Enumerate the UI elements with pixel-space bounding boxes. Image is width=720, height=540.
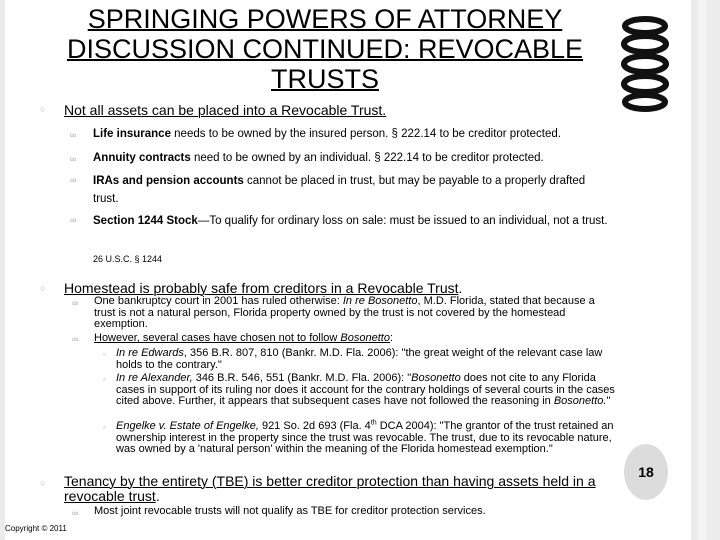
page-number: 18 [624, 444, 668, 500]
slide-edge [698, 0, 706, 540]
bullet-icon: ▫ [103, 375, 106, 384]
copyright: Copyright © 2011 [5, 524, 67, 533]
section-1-heading: Not all assets can be placed into a Revocable Trust. [64, 102, 387, 118]
bullet-icon: ▫ [103, 423, 106, 432]
bullet-icon: ∞ [72, 298, 79, 308]
bullet-icon: ○ [40, 478, 46, 488]
spring-image [620, 14, 670, 114]
list-item: Most joint revocable trusts will not qualify as TBE for creditor protection services. [94, 505, 486, 517]
bullet-icon: ∞ [70, 215, 77, 225]
bullet-icon: ∞ [72, 334, 79, 344]
list-item: One bankruptcy court in 2001 has ruled otherwise: In re Bosonetto, M.D. Florida, stated that because a trust is not a natural person, Florida property owned by the trust is not covered by the homestead exemption. [94, 295, 595, 330]
list-item: Life insurance needs to be owned by the insured person. § 222.14 to be creditor protected. [93, 128, 561, 140]
bullet-icon: ∞ [70, 175, 77, 185]
list-item: However, several cases have chosen not to follow Bosonetto: [94, 332, 394, 344]
citation-note: 26 U.S.C. § 1244 [93, 254, 163, 264]
case-item: In re Alexander, 346 B.R. 546, 551 (Bankr. M.D. Fla. 2006): "Bosonetto does not cite to any Florida cases in support of its ruling nor does it account for the contrary holdings of several courts in the cases cited above. Further, it appears that subsequent cases have not followed the reasoning in Bosonetto." [116, 372, 615, 407]
bullet-icon: ○ [40, 283, 46, 293]
case-item: Engelke v. Estate of Engelke, 921 So. 2d 693 (Fla. 4th DCA 2004): "The grantor of the trust retained an ownership interest in the property since the trust was revocable. The trust, due to its revocable nature, was owned by a 'natural person' within the meaning of the Florida homestead exemption." [116, 419, 614, 455]
case-item: In re Edwards, 356 B.R. 807, 810 (Bankr. M.D. Fla. 2006): "the great weight of the relevant case law holds to the contrary." [116, 347, 603, 371]
list-item: Annuity contracts need to be owned by an individual. § 222.14 to be creditor protected. [93, 152, 544, 164]
section-2-heading: Homestead is probably safe from creditors in a Revocable Trust. [64, 280, 463, 296]
list-item: Section 1244 Stock—To qualify for ordinary loss on sale: must be issued to an individual, not a trust. [93, 215, 608, 227]
section-3-heading: Tenancy by the entirety (TBE) is better creditor protection than having assets held in a revocable trust. [64, 473, 596, 504]
bullet-icon: ▫ [103, 350, 106, 359]
page-title: SPRINGING POWERS OF ATTORNEY DISCUSSION CONTINUED: REVOCABLE TRUSTS [66, 4, 584, 94]
bullet-icon: ∞ [70, 130, 77, 140]
bullet-icon: ○ [40, 104, 46, 114]
bullet-icon: ∞ [72, 508, 79, 518]
bullet-icon: ∞ [70, 154, 77, 164]
list-item: IRAs and pension accounts cannot be placed in trust, but may be payable to a properly drafted trust. [93, 175, 586, 205]
